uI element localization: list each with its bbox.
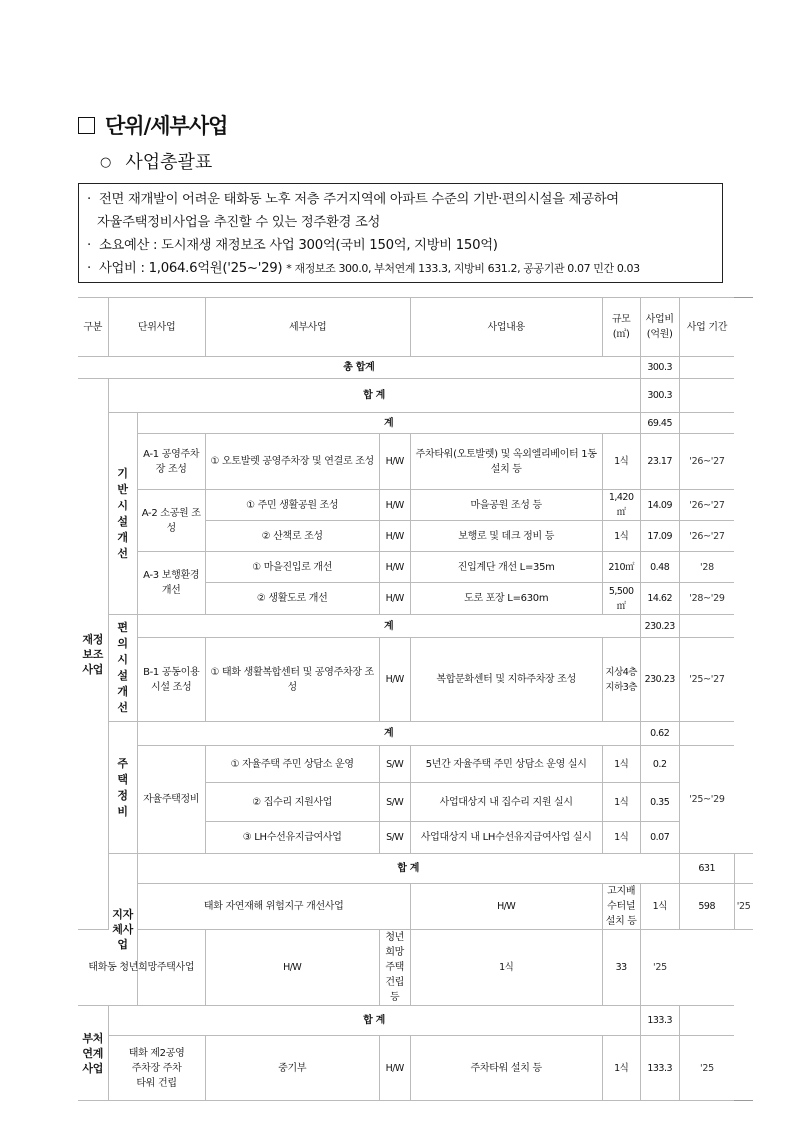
local-total-row [78, 854, 753, 884]
type-cell: H/W [379, 521, 410, 552]
summary-line-2: · 소요예산 : 도시재생 재정보조 사업 300억(국비 150억, 지방비 150억) [87, 238, 498, 253]
unit-a1: A-1 공영주차장 조성 [137, 434, 205, 490]
content-cell: 진입계단 개선 L=35m [410, 552, 602, 583]
project-summary-table [78, 297, 753, 1101]
local-project-name: 태화동 청년희망주택사업 [78, 930, 205, 1006]
summary-text: 자율주택정비사업을 추진할 수 있는 정주환경 조성 [97, 215, 381, 230]
table-row [78, 746, 753, 783]
fiscal-total-cost: 300.3 [640, 379, 679, 413]
type-cell: S/W [379, 783, 410, 822]
type-cell: H/W [379, 434, 410, 490]
content-cell: 청년희망주택 건립 등 [379, 930, 410, 1006]
unit-housing: 자율주택정비 [137, 746, 205, 854]
content-cell: 주차타워(오토발렛) 및 옥외엘리베이터 1동 설치 등 [410, 434, 602, 490]
checkbox-square-icon [78, 117, 95, 134]
subsection-title-text: 사업총괄표 [125, 152, 213, 173]
local-total-cost: 631 [679, 854, 734, 884]
empty-cell [679, 357, 734, 379]
detail-cell: ① 오토발렛 공영주차장 및 연결로 조성 [205, 434, 379, 490]
period-cell: '26~'27 [679, 521, 734, 552]
scale-cell: 210㎡ [602, 552, 640, 583]
empty-cell [679, 1006, 734, 1036]
housing-subtotal-cost: 0.62 [640, 722, 679, 746]
summary-text: 사업비 : 1,064.6억원('25~'29) [98, 261, 283, 276]
fiscal-total-label: 합 계 [108, 379, 640, 413]
unit-a3: A-3 보행환경 개선 [137, 552, 205, 615]
detail-cell: ① 태화 생활복합센터 및 공영주차장 조성 [205, 638, 379, 722]
period-cell: '25 [679, 1036, 734, 1101]
content-cell: 마을공원 조성 등 [410, 490, 602, 521]
category-fiscal-label: 재정보조사업 [82, 632, 104, 676]
content-cell: 주차타워 설치 등 [410, 1036, 602, 1101]
grand-total-cost: 300.3 [640, 357, 679, 379]
summary-line-3: · 사업비 : 1,064.6억원('25~'29) * 재정보조 300.0, 부처연계 133.3, 지방비 631.2, 공공기관 0.07 민간 0.03 [87, 261, 640, 276]
header-period: 사업 기간 [679, 298, 734, 357]
type-cell: H/W [379, 638, 410, 722]
detail-cell: ② 생활도로 개선 [205, 583, 379, 615]
cost-cell: 0.2 [640, 746, 679, 783]
table-row [78, 638, 753, 722]
type-cell: S/W [379, 746, 410, 783]
grand-total-row [78, 357, 753, 379]
scale-cell: 1식 [602, 783, 640, 822]
category-fiscal [78, 379, 108, 930]
scale-cell: 1식 [410, 930, 602, 1006]
summary-box [78, 183, 723, 283]
group-convenience-label: 편의시설개선 [117, 621, 128, 714]
group-infra-label: 기반시설개선 [117, 466, 128, 560]
table-row [78, 884, 753, 930]
detail-cell: ① 주민 생활공원 조성 [205, 490, 379, 521]
content-cell: 복합문화센터 및 지하주차장 조성 [410, 638, 602, 722]
type-cell: H/W [379, 1036, 410, 1101]
category-ministry-label: 부처연계사업 [82, 1031, 104, 1075]
period-cell: '25~'29 [679, 746, 734, 854]
period-cell: '25~'27 [679, 638, 734, 722]
detail-cell: 중기부 [205, 1036, 379, 1101]
cost-cell: 0.07 [640, 822, 679, 854]
unit-b1: B-1 공동이용 시설 조성 [137, 638, 205, 722]
summary-text: 소요예산 : 도시재생 재정보조 사업 300억(국비 150억, 지방비 150억) [98, 238, 498, 253]
scale-cell: 1식 [640, 884, 679, 930]
housing-subtotal-row [78, 722, 753, 746]
local-total-label: 합 계 [137, 854, 679, 884]
category-ministry [78, 1006, 108, 1101]
scale-cell: 1식 [602, 746, 640, 783]
scale-cell: 1식 [602, 822, 640, 854]
type-cell: H/W [379, 490, 410, 521]
header-content: 사업내용 [410, 298, 602, 357]
period-cell: '25 [640, 930, 679, 1006]
cost-cell: 14.62 [640, 583, 679, 615]
summary-line-1: · 전면 재개발이 어려운 태화동 노후 저층 주거지역에 아파트 수준의 기반·편의시설을 제공하여 [87, 192, 619, 207]
unit-a2: A-2 소공원 조성 [137, 490, 205, 552]
cost-cell: 598 [679, 884, 734, 930]
ministry-total-cost: 133.3 [640, 1006, 679, 1036]
cost-cell: 23.17 [640, 434, 679, 490]
content-cell: 도로 포장 L=630m [410, 583, 602, 615]
header-scale: 규모 (㎡) [602, 298, 640, 357]
content-cell: 사업대상지 내 집수리 지원 실시 [410, 783, 602, 822]
infra-subtotal-cost: 69.45 [640, 413, 679, 434]
period-cell: '28 [679, 552, 734, 583]
detail-cell: ① 자율주택 주민 상담소 운영 [205, 746, 379, 783]
cost-cell: 17.09 [640, 521, 679, 552]
empty-cell [734, 854, 752, 884]
content-cell: 고지배수터널 설치 등 [602, 884, 640, 930]
empty-cell [679, 379, 734, 413]
table-row [78, 490, 753, 521]
ministry-total-label: 합 계 [108, 1006, 640, 1036]
cost-cell: 33 [602, 930, 640, 1006]
scale-cell: 1식 [602, 1036, 640, 1101]
scale-cell: 지상4층 지하3층 [602, 638, 640, 722]
table-row [78, 930, 753, 1006]
type-cell: S/W [379, 822, 410, 854]
subsection-title [100, 148, 212, 174]
table-header-row [78, 298, 753, 357]
type-cell: H/W [205, 930, 379, 1006]
detail-cell: ③ LH수선유지급여사업 [205, 822, 379, 854]
table-row [78, 552, 753, 583]
header-cost: 사업비 (억원) [640, 298, 679, 357]
grand-total-label: 총 합계 [78, 357, 640, 379]
housing-subtotal-label: 계 [137, 722, 640, 746]
cost-cell: 0.48 [640, 552, 679, 583]
summary-text: 전면 재개발이 어려운 태화동 노후 저층 주거지역에 아파트 수준의 기반·편의시설을 제공하여 [98, 192, 619, 207]
empty-cell [679, 722, 734, 746]
group-convenience [108, 615, 137, 722]
cost-cell: 14.09 [640, 490, 679, 521]
table-row [78, 434, 753, 490]
detail-cell: ② 집수리 지원사업 [205, 783, 379, 822]
convenience-subtotal-cost: 230.23 [640, 615, 679, 638]
scale-cell: 1식 [602, 521, 640, 552]
cost-cell: 0.35 [640, 783, 679, 822]
empty-cell [679, 413, 734, 434]
unit-ministry [108, 1036, 205, 1101]
cost-cell: 133.3 [640, 1036, 679, 1101]
content-cell: 사업대상지 내 LH수선유지급여사업 실시 [410, 822, 602, 854]
infra-subtotal-label: 계 [137, 413, 640, 434]
header-detail: 세부사업 [205, 298, 410, 357]
scale-cell: 1식 [602, 434, 640, 490]
group-housing-label: 주택정비 [117, 756, 128, 818]
empty-cell [679, 615, 734, 638]
type-cell: H/W [379, 583, 410, 615]
category-local-label: 지자체사업 [112, 908, 133, 951]
section-title-text: 단위/세부사업 [105, 114, 228, 138]
group-infra [108, 413, 137, 615]
type-cell: H/W [410, 884, 602, 930]
period-cell: '26~'27 [679, 434, 734, 490]
infra-subtotal-row [78, 413, 753, 434]
table-row [78, 1036, 753, 1101]
period-cell: '25 [734, 884, 752, 930]
content-cell: 보행로 및 데크 정비 등 [410, 521, 602, 552]
local-project-name: 태화 자연재해 위험지구 개선사업 [137, 884, 410, 930]
circle-bullet-icon: ○ [100, 155, 112, 170]
fiscal-total-row [78, 379, 753, 413]
scale-cell: 5,500㎡ [602, 583, 640, 615]
header-category: 구분 [78, 298, 108, 357]
detail-cell: ① 마을진입로 개선 [205, 552, 379, 583]
ministry-total-row [78, 1006, 753, 1036]
period-cell: '28~'29 [679, 583, 734, 615]
content-cell: 5년간 자율주택 주민 상담소 운영 실시 [410, 746, 602, 783]
scale-cell: 1,420㎡ [602, 490, 640, 521]
type-cell: H/W [379, 552, 410, 583]
convenience-subtotal-label: 계 [137, 615, 640, 638]
period-cell: '26~'27 [679, 490, 734, 521]
header-unit: 단위사업 [108, 298, 205, 357]
detail-cell: ② 산책로 조성 [205, 521, 379, 552]
section-title [78, 110, 227, 140]
cost-cell: 230.23 [640, 638, 679, 722]
unit-ministry-label: 태화 제2공영 주차장 주차타워 건립 [128, 1047, 185, 1089]
group-housing [108, 722, 137, 854]
summary-note: * 재정보조 300.0, 부처연계 133.3, 지방비 631.2, 공공기관 0.07 민간 0.03 [286, 262, 640, 275]
convenience-subtotal-row [78, 615, 753, 638]
summary-line-1-cont [87, 211, 714, 234]
